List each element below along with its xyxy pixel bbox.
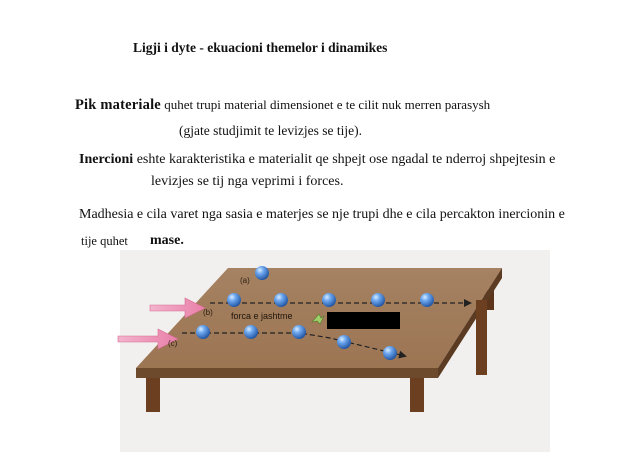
label-b: (b) [203,308,213,317]
ball [337,335,351,349]
label-a: (a) [240,276,250,285]
ball [227,293,241,307]
ball [274,293,288,307]
definition-mass-line2-prefix: tije quhet [81,234,128,248]
external-force-label: forca e jashtme [231,311,293,321]
page-title: Ligji i dyte - ekuacioni themelor i dinamikes [133,40,388,55]
label-c: (c) [168,339,178,348]
table-leg-back-right-front [476,300,487,375]
definition-mass: Madhesia e cila varet nga sasia e materjes se nje trupi dhe e cila percakton inercionin e [79,207,565,222]
definition-point-mass-line2: (gjate studjimit te levizjes se tije). [179,123,362,138]
ball [244,325,258,339]
ball [383,346,397,360]
ball [371,293,385,307]
ball [196,325,210,339]
redaction-box [327,312,400,329]
definition-point-mass-text: quhet trupi material dimensionet e te cilit nuk merren parasysh [160,97,491,112]
table-leg-front-left [146,378,160,412]
table-front-edge [136,368,438,378]
term-inertia: Inercioni [79,152,134,167]
term-point-mass: Pik materiale [75,97,161,113]
table-leg-front-right [410,378,424,412]
term-mass: mase. [150,233,184,248]
ball [292,325,306,339]
definition-inertia-line2: levizjes se tij nga veprimi i forces. [151,174,344,189]
ball [255,266,269,280]
definition-inertia-text: eshte karakteristika e materialit qe shpejt ose ngadal te nderroj shpejtesin e [133,152,556,167]
ball [420,293,434,307]
ball [322,293,336,307]
